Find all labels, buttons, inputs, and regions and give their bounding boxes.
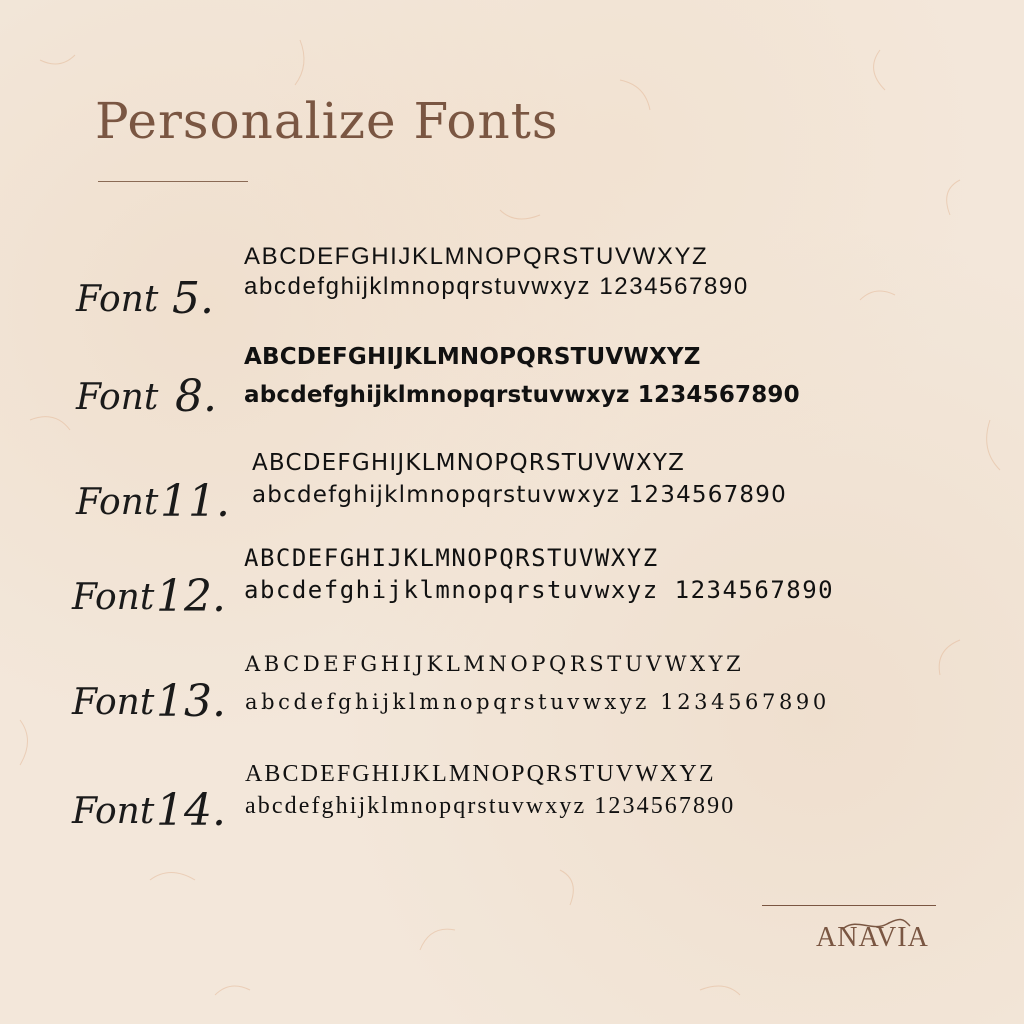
uppercase-sample: ABCDEFGHIJKLMNOPQRSTUVWXYZ	[252, 450, 686, 476]
uppercase-sample: ABCDEFGHIJKLMNOPQRSTUVWXYZ	[244, 544, 659, 572]
font-label: Font	[72, 682, 155, 723]
font-number: 12.	[156, 571, 226, 622]
lowercase-digits-sample: abcdefghijklmnopqrstuvwxyz 1234567890	[244, 576, 835, 604]
uppercase-sample: ABCDEFGHIJKLMNOPQRSTUVWXYZ	[245, 652, 745, 676]
title-underline	[98, 181, 248, 182]
font-specimen	[244, 338, 800, 414]
font-label: Font	[76, 377, 159, 418]
font-number: 11.	[160, 476, 230, 527]
font-number: 8.	[175, 371, 217, 422]
lowercase-digits-sample: abcdefghijklmnopqrstuvwxyz 1234567890	[245, 690, 830, 714]
font-label: Font	[72, 577, 155, 618]
font-specimen	[244, 242, 749, 302]
uppercase-sample: ABCDEFGHIJKLMNOPQRSTUVWXYZ	[245, 761, 716, 787]
font-number: 5.	[172, 273, 214, 324]
lowercase-digits-sample: abcdefghijklmnopqrstuvwxyz 1234567890	[244, 273, 749, 300]
font-row-12	[0, 538, 1024, 628]
font-row-14	[0, 752, 1024, 842]
font-number: 14.	[156, 785, 226, 836]
uppercase-sample: ABCDEFGHIJKLMNOPQRSTUVWXYZ	[244, 243, 709, 270]
font-label: Font	[76, 482, 159, 523]
lowercase-digits-sample: abcdefghijklmnopqrstuvwxyz 1234567890	[245, 793, 736, 819]
lowercase-digits-sample: abcdefghijklmnopqrstuvwxyz 1234567890	[244, 382, 800, 408]
lowercase-digits-sample: abcdefghijklmnopqrstuvwxyz 1234567890	[252, 482, 787, 508]
font-label: Font	[72, 791, 155, 832]
uppercase-sample: ABCDEFGHIJKLMNOPQRSTUVWXYZ	[244, 344, 701, 370]
font-row-11	[0, 443, 1024, 533]
font-specimen	[245, 758, 735, 822]
font-specimen	[244, 542, 834, 606]
font-row-8	[0, 338, 1024, 428]
font-label: Font	[76, 279, 159, 320]
font-number: 13.	[156, 676, 226, 727]
brand-rule	[762, 905, 936, 906]
page-title: Personalize Fonts	[95, 92, 559, 150]
font-row-5	[0, 240, 1024, 330]
font-row-13	[0, 643, 1024, 733]
font-specimen	[252, 447, 787, 511]
font-specimen	[245, 645, 830, 721]
brand-logo: ANAVIA	[816, 922, 929, 953]
